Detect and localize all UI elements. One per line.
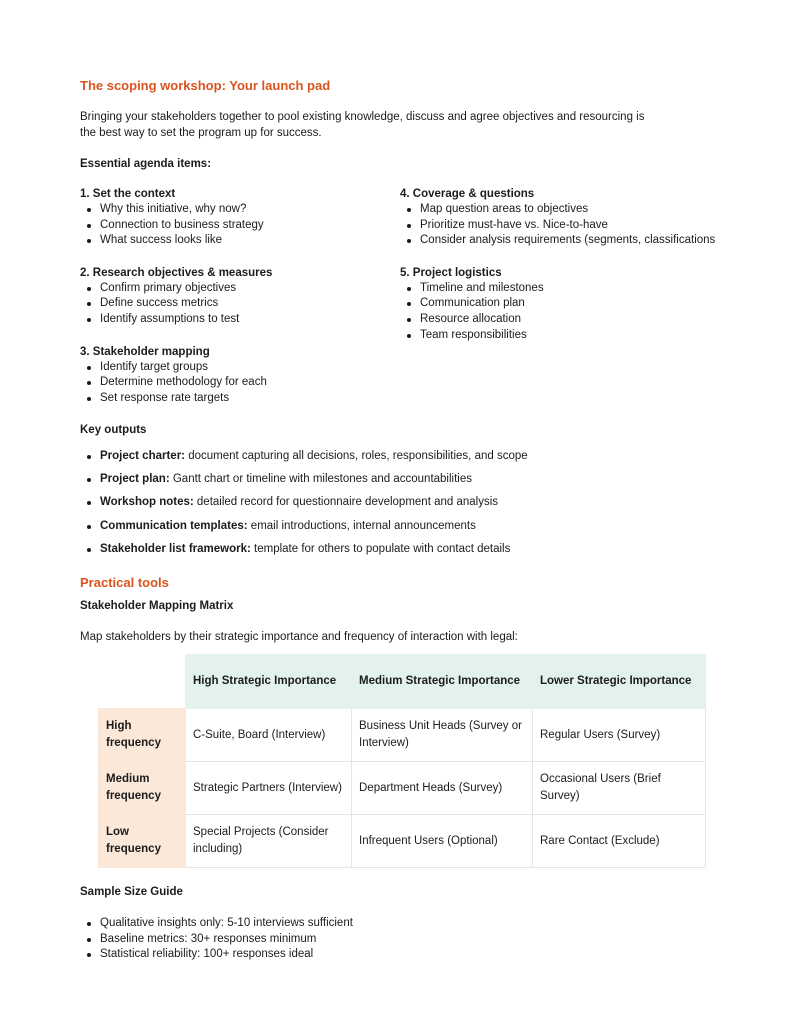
matrix-row-header: High frequency <box>99 709 186 762</box>
matrix-cell: C-Suite, Board (Interview) <box>186 709 352 762</box>
agenda-item: Team responsibilities <box>400 328 740 344</box>
agenda-section-title: 3. Stakeholder mapping <box>80 345 210 358</box>
intro-line-2: the best way to set the program up for success. <box>80 126 322 139</box>
matrix-cell: Department Heads (Survey) <box>352 762 533 815</box>
key-output-text: Gantt chart or timeline with milestones and accountabilities <box>169 473 472 486</box>
agenda-item: Confirm primary objectives <box>80 281 380 297</box>
agenda-section <box>400 265 740 343</box>
intro-line-1: Bringing your stakeholders together to pool existing knowledge, discuss and agree objectives and resourcing is <box>80 111 645 123</box>
agenda-section <box>80 186 380 249</box>
agenda-item: Why this initiative, why now? <box>80 202 380 218</box>
intro-paragraph <box>80 110 644 141</box>
key-output-item <box>80 468 528 491</box>
key-output-text: email introductions, internal announcements <box>247 519 476 532</box>
agenda-item: Map question areas to objectives <box>400 202 740 218</box>
matrix-row-header: Medium frequency <box>99 762 186 815</box>
key-output-item <box>80 491 528 514</box>
matrix-cell: Rare Contact (Exclude) <box>533 815 706 868</box>
matrix-col-header: High Strategic Importance <box>186 655 352 709</box>
agenda-item-list <box>80 360 380 407</box>
matrix-col-header: Lower Strategic Importance <box>533 655 706 709</box>
agenda-item: Identify target groups <box>80 360 380 376</box>
agenda-title: Essential agenda items: <box>80 158 212 170</box>
agenda-item: Consider analysis requirements (segments, classifications <box>400 233 740 249</box>
agenda-section <box>80 344 380 407</box>
agenda-item: Identify assumptions to test <box>80 312 380 328</box>
agenda-item-list <box>80 202 380 249</box>
matrix-cell: Occasional Users (Brief Survey) <box>533 762 706 815</box>
matrix-cell: Regular Users (Survey) <box>533 709 706 762</box>
agenda-item: Resource allocation <box>400 312 740 328</box>
matrix-title: Stakeholder Mapping Matrix <box>80 600 234 612</box>
agenda-item: Prioritize must-have vs. Nice-to-have <box>400 218 740 234</box>
agenda-item: Define success metrics <box>80 296 380 312</box>
matrix-col-header: Medium Strategic Importance <box>352 655 533 709</box>
agenda-item: Connection to business strategy <box>80 218 380 234</box>
sample-size-item: Qualitative insights only: 5-10 interviews sufficient <box>80 916 353 932</box>
agenda-section <box>400 186 740 249</box>
agenda-item-list <box>400 281 740 343</box>
agenda-section-title: 4. Coverage & questions <box>400 188 535 200</box>
key-output-label: Project charter: <box>100 450 186 462</box>
agenda-right-column <box>400 186 740 359</box>
key-output-text: template for others to populate with contact details <box>250 542 511 555</box>
matrix-row-header: Low frequency <box>99 815 186 868</box>
matrix-row <box>99 762 706 815</box>
key-output-item <box>80 538 528 561</box>
sample-size-item: Baseline metrics: 30+ responses minimum <box>80 932 353 948</box>
matrix-cell: Business Unit Heads (Survey or Interview) <box>352 709 533 762</box>
agenda-section-title: 2. Research objectives & measures <box>80 266 273 279</box>
key-outputs-list <box>80 445 528 561</box>
agenda-item: Determine methodology for each <box>80 375 380 391</box>
agenda-item: What success looks like <box>80 233 380 249</box>
sample-size-item: Statistical reliability: 100+ responses ideal <box>80 947 353 963</box>
key-outputs-title: Key outputs <box>80 424 147 436</box>
sample-size-title: Sample Size Guide <box>80 886 183 898</box>
key-output-label: Workshop notes: <box>100 496 194 509</box>
matrix-header-row <box>99 655 706 709</box>
agenda-item: Timeline and milestones <box>400 281 740 297</box>
key-output-item <box>80 445 528 468</box>
matrix-cell: Strategic Partners (Interview) <box>186 762 352 815</box>
key-output-label: Stakeholder list framework: <box>100 542 251 555</box>
agenda-section <box>80 265 380 328</box>
agenda-item-list <box>400 202 740 249</box>
key-output-text: document capturing all decisions, roles, responsibilities, and scope <box>185 450 528 462</box>
page-title: The scoping workshop: Your launch pad <box>80 78 331 93</box>
agenda-left-column <box>80 186 380 422</box>
key-output-text: detailed record for questionnaire development and analysis <box>193 496 499 509</box>
stakeholder-matrix-table <box>98 654 706 868</box>
matrix-intro: Map stakeholders by their strategic importance and frequency of interaction with legal: <box>80 631 518 643</box>
matrix-cell: Special Projects (Consider including) <box>186 815 352 868</box>
matrix-row <box>99 815 706 868</box>
agenda-section-title: 5. Project logistics <box>400 266 502 279</box>
matrix-row <box>99 709 706 762</box>
agenda-item: Communication plan <box>400 296 740 312</box>
sample-size-list <box>80 916 353 963</box>
matrix-cell: Infrequent Users (Optional) <box>352 815 533 868</box>
matrix-corner-cell <box>99 655 186 709</box>
practical-tools-heading: Practical tools <box>80 575 169 590</box>
agenda-item: Set response rate targets <box>80 391 380 407</box>
key-output-label: Project plan: <box>100 473 170 486</box>
agenda-item-list <box>80 281 380 328</box>
agenda-section-title: 1. Set the context <box>80 188 176 200</box>
key-output-item <box>80 515 528 538</box>
key-output-label: Communication templates: <box>100 519 248 532</box>
